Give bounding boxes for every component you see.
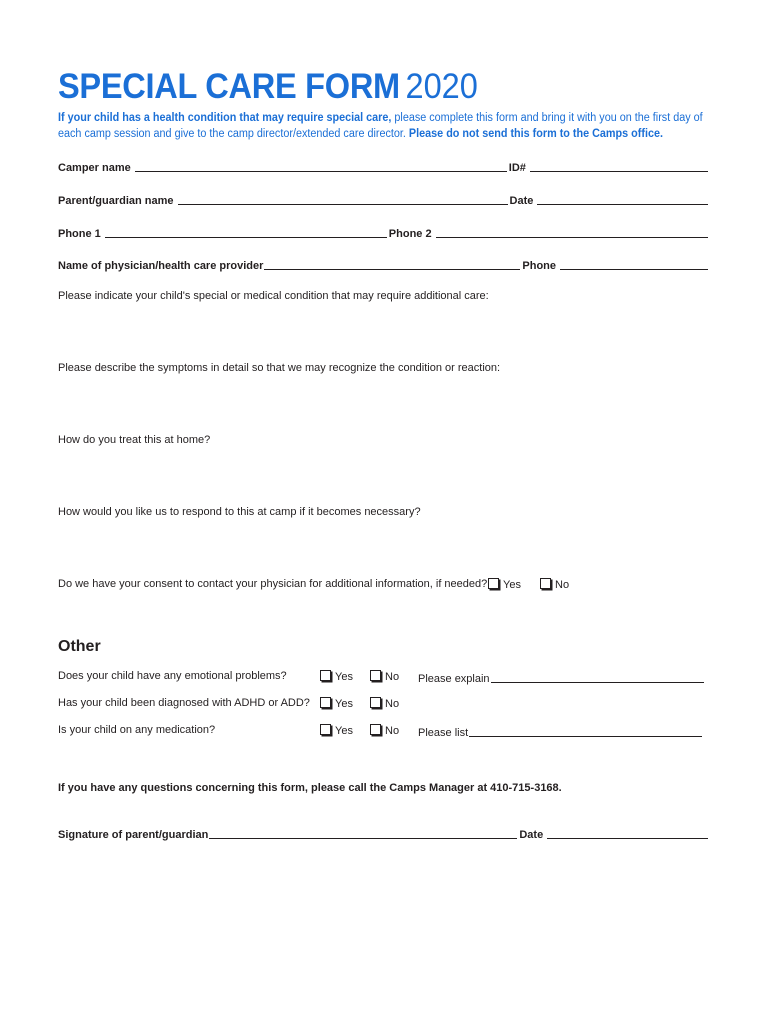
date-label: Date (509, 195, 534, 207)
physician-field[interactable] (264, 258, 520, 270)
explain-label: Please explain (418, 673, 490, 685)
camper-row (58, 158, 710, 174)
id-field[interactable] (530, 160, 708, 172)
signature-label: Signature of parent/guardian (58, 829, 209, 841)
consent-yes-option[interactable] (488, 578, 521, 591)
emotional-no-option[interactable] (370, 670, 399, 683)
title-main: SPECIAL CARE FORM (58, 67, 400, 106)
physician-label: Name of physician/health care provider (58, 260, 264, 272)
consent-yes-label: Yes (503, 579, 521, 591)
phone2-field[interactable] (436, 226, 708, 238)
emotional-question: Does your child have any emotional problems? (58, 670, 287, 682)
adhd-yes-option[interactable] (320, 697, 353, 710)
medication-yes-label: Yes (335, 725, 353, 737)
intro-bold: If your child has a health condition that may require special care, (58, 112, 392, 124)
list-label: Please list (418, 727, 469, 739)
date-field[interactable] (537, 193, 708, 205)
intro-warning: Please do not send this form to the Camps office. (408, 128, 664, 140)
other-heading: Other (58, 638, 101, 655)
consent-no-option[interactable] (540, 578, 569, 591)
adhd-no-label: No (385, 698, 400, 710)
emotional-yes-option[interactable] (320, 670, 353, 683)
emotional-yes-label: Yes (335, 671, 353, 683)
checkbox-icon[interactable] (370, 724, 381, 735)
checkbox-icon[interactable] (320, 697, 331, 708)
questions-note: If you have any questions concerning this form, please call the Camps Manager at 410-715-3168. (58, 782, 562, 794)
checkbox-icon[interactable] (320, 670, 331, 681)
adhd-yes-label: Yes (335, 698, 353, 710)
signature-field[interactable] (209, 827, 517, 839)
signature-row (58, 825, 710, 841)
emotional-no-label: No (385, 671, 400, 683)
checkbox-icon[interactable] (540, 578, 551, 589)
checkbox-icon[interactable] (370, 670, 381, 681)
medication-no-label: No (385, 725, 400, 737)
phone1-label: Phone 1 (58, 228, 101, 240)
consent-no-label: No (555, 579, 570, 591)
medication-no-option[interactable] (370, 724, 399, 737)
checkbox-icon[interactable] (370, 697, 381, 708)
physician-phone-field[interactable] (560, 258, 708, 270)
parent-name-label: Parent/guardian name (58, 195, 174, 207)
symptoms-question: Please describe the symptoms in detail so that we may recognize the condition or reaction: (58, 362, 501, 374)
respond-camp-question: How would you like us to respond to this at camp if it becomes necessary? (58, 506, 421, 518)
camper-name-label: Camper name (58, 162, 131, 174)
phone-row (58, 224, 710, 240)
id-label: ID# (508, 162, 526, 174)
emotional-explain (418, 670, 706, 685)
adhd-question: Has your child been diagnosed with ADHD or ADD? (58, 697, 310, 709)
physician-row (58, 256, 710, 272)
signature-date-field[interactable] (547, 827, 708, 839)
condition-question: Please indicate your child's special or medical condition that may require additional care: (58, 290, 489, 302)
parent-name-field[interactable] (178, 193, 508, 205)
adhd-no-option[interactable] (370, 697, 399, 710)
camper-name-field[interactable] (135, 160, 507, 172)
signature-date-label: Date (519, 829, 544, 841)
intro-paragraph (58, 110, 707, 142)
title-year: 2020 (405, 67, 478, 106)
phone2-label: Phone 2 (388, 228, 432, 240)
checkbox-icon[interactable] (320, 724, 331, 735)
page-title (58, 66, 478, 108)
list-field[interactable] (469, 725, 702, 737)
parent-row (58, 191, 710, 207)
medication-question: Is your child on any medication? (58, 724, 216, 736)
explain-field[interactable] (491, 671, 704, 683)
checkbox-icon[interactable] (488, 578, 499, 589)
medication-list (418, 724, 704, 739)
physician-phone-label: Phone (522, 260, 557, 272)
intro-text: please complete this form and bring it with you on the first day of each camp session and give to the camp director/extended care director. (58, 112, 703, 140)
medication-yes-option[interactable] (320, 724, 353, 737)
treat-home-question: How do you treat this at home? (58, 434, 211, 446)
consent-question: Do we have your consent to contact your physician for additional information, if needed? (58, 578, 488, 590)
phone1-field[interactable] (105, 226, 387, 238)
